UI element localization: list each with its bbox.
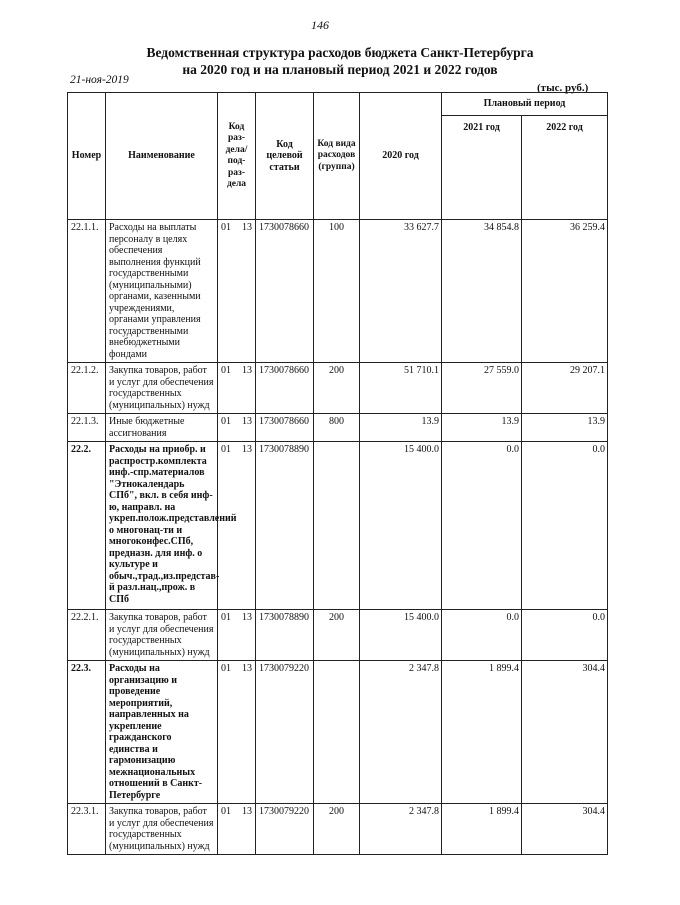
row-subsection: 13: [242, 222, 252, 233]
row-expense-type: 200: [314, 363, 360, 414]
row-section: 01: [221, 444, 231, 455]
row-subsection: 13: [242, 444, 252, 455]
row-section: 01: [221, 663, 231, 674]
document-date: 21-ноя-2019: [70, 74, 129, 86]
row-name: Закупка товаров, работ и услуг для обеспечения государственных (муниципальных) нужд: [106, 804, 218, 855]
table-row: [68, 442, 608, 610]
row-target-code: 1730078660: [256, 220, 314, 363]
title-line-1: Ведомственная структура расходов бюджета Санкт-Петербурга: [146, 45, 534, 60]
row-subsection: 13: [242, 416, 252, 427]
row-section: 01: [221, 612, 231, 623]
row-name: Закупка товаров, работ и услуг для обеспечения государственных (муниципальных) нужд: [106, 363, 218, 414]
row-name: Расходы на организацию и проведение мероприятий, направленных на укрепление гражданского единства и гармонизацию межнациональных отношений в Санкт-Петербурге: [106, 661, 218, 804]
row-value-2021: 1 899.4: [442, 661, 522, 804]
header-section-code: Код раз- дела/ под- раз- дела: [218, 93, 256, 220]
unit-label: (тыс. руб.): [537, 82, 589, 94]
row-value-2021: 27 559.0: [442, 363, 522, 414]
row-target-code: 1730078660: [256, 414, 314, 442]
row-target-code: 1730079220: [256, 804, 314, 855]
row-target-code: 1730078660: [256, 363, 314, 414]
row-subsection: 13: [242, 612, 252, 623]
header-2021: 2021 год: [442, 116, 522, 220]
row-expense-type: [314, 442, 360, 610]
row-value-2022: 0.0: [522, 610, 608, 661]
table-row: [68, 610, 608, 661]
row-name: Закупка товаров, работ и услуг для обеспечения государственных (муниципальных) нужд: [106, 610, 218, 661]
row-number: 22.2.: [68, 442, 106, 610]
row-value-2022: 29 207.1: [522, 363, 608, 414]
row-number: 22.3.: [68, 661, 106, 804]
row-value-2020: 51 710.1: [360, 363, 442, 414]
row-number: 22.3.1.: [68, 804, 106, 855]
table-header-row-1: [68, 93, 608, 116]
document-title: [0, 44, 680, 78]
row-value-2020: 2 347.8: [360, 804, 442, 855]
header-2022: 2022 год: [522, 116, 608, 220]
row-number: 22.2.1.: [68, 610, 106, 661]
header-expense-type: Код вида расходов (группа): [314, 93, 360, 220]
budget-table-container: [67, 92, 608, 855]
row-name: Иные бюджетные ассигнования: [106, 414, 218, 442]
row-number: 22.1.2.: [68, 363, 106, 414]
row-expense-type: 200: [314, 610, 360, 661]
row-value-2020: 15 400.0: [360, 610, 442, 661]
table-row: [68, 414, 608, 442]
row-value-2021: 34 854.8: [442, 220, 522, 363]
row-value-2021: 0.0: [442, 610, 522, 661]
row-value-2020: 15 400.0: [360, 442, 442, 610]
table-row: [68, 804, 608, 855]
row-section: 01: [221, 416, 231, 427]
row-expense-type: 800: [314, 414, 360, 442]
row-expense-type: 200: [314, 804, 360, 855]
row-value-2022: 304.4: [522, 661, 608, 804]
table-row: [68, 220, 608, 363]
row-value-2022: 36 259.4: [522, 220, 608, 363]
budget-table: [67, 92, 608, 855]
row-value-2021: 1 899.4: [442, 804, 522, 855]
row-section: 01: [221, 365, 231, 376]
header-name: Наименование: [106, 93, 218, 220]
row-number: 22.1.3.: [68, 414, 106, 442]
row-value-2022: 0.0: [522, 442, 608, 610]
row-subsection: 13: [242, 806, 252, 817]
row-section-code: [218, 363, 256, 414]
row-section-code: [218, 661, 256, 804]
row-target-code: 1730078890: [256, 442, 314, 610]
row-name: Расходы на приобр. и распростр.комплекта инф.-спр.материалов "Этнокалендарь СПб", вкл. в себя инф-ю, направл. на укреп.полож.представлений о многонац-ти и многоконфес.СПб, предназн. для инф. о культуре и обыч.,трад.,из.представ-й разл.нац.,прож. в СПб: [106, 442, 218, 610]
row-section-code: [218, 442, 256, 610]
row-expense-type: [314, 661, 360, 804]
table-row: [68, 661, 608, 804]
row-name: Расходы на выплаты персоналу в целях обеспечения выполнения функций государственными (муниципальными) органами, казенными учреждениями, органами управления государственными внебюджетными фондами: [106, 220, 218, 363]
row-number: 22.1.1.: [68, 220, 106, 363]
row-value-2021: 13.9: [442, 414, 522, 442]
row-value-2020: 33 627.7: [360, 220, 442, 363]
title-line-2: на 2020 год и на плановый период 2021 и 2022 годов: [182, 62, 498, 77]
page-number: 146: [311, 18, 329, 32]
row-subsection: 13: [242, 365, 252, 376]
header-number: Номер: [68, 93, 106, 220]
row-target-code: 1730079220: [256, 661, 314, 804]
row-value-2020: 13.9: [360, 414, 442, 442]
header-2020: 2020 год: [360, 93, 442, 220]
row-value-2020: 2 347.8: [360, 661, 442, 804]
row-section: 01: [221, 222, 231, 233]
table-row: [68, 363, 608, 414]
header-target-code: Код целевой статьи: [256, 93, 314, 220]
row-value-2022: 304.4: [522, 804, 608, 855]
row-section-code: [218, 804, 256, 855]
row-section: 01: [221, 806, 231, 817]
row-section-code: [218, 610, 256, 661]
row-value-2022: 13.9: [522, 414, 608, 442]
header-planned-period: Плановый период: [442, 93, 608, 116]
row-target-code: 1730078890: [256, 610, 314, 661]
row-value-2021: 0.0: [442, 442, 522, 610]
row-expense-type: 100: [314, 220, 360, 363]
row-section-code: [218, 414, 256, 442]
table-body: [68, 220, 608, 855]
row-subsection: 13: [242, 663, 252, 674]
row-section-code: [218, 220, 256, 363]
